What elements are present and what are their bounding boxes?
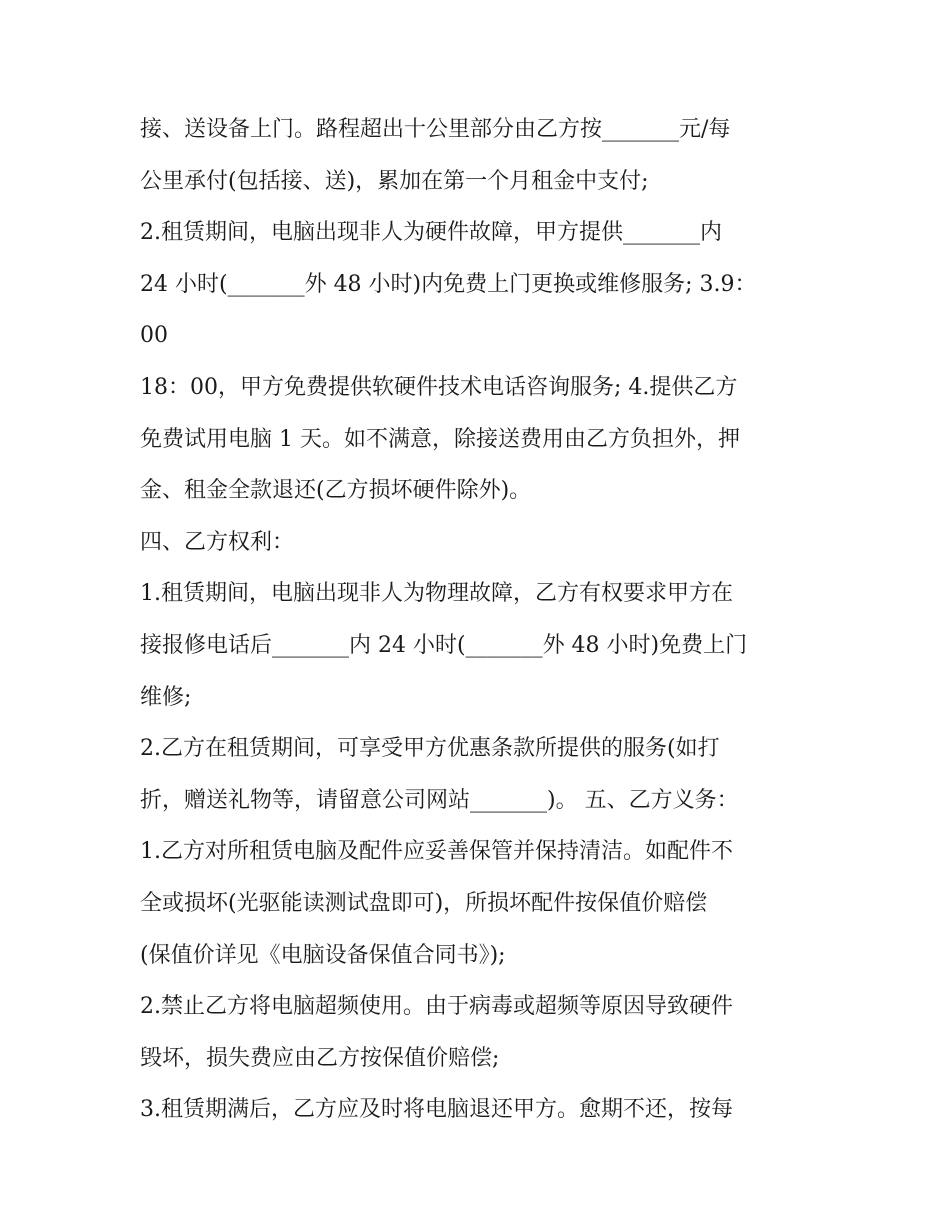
- text-line-18: 2.禁止乙方将电脑超频使用。由于病毒或超频等原因导致硬件: [140, 994, 733, 1020]
- text-line-19: 毁坏，损失费应由乙方按保值价赔偿;: [140, 1045, 500, 1071]
- text-line-17: (保值价详见《电脑设备保值合同书》);: [140, 942, 506, 968]
- text-line-5: 00: [140, 323, 168, 349]
- text-line-14: 折，赠送礼物等，请留意公司网站_______)。 五、乙方义务：: [140, 787, 739, 813]
- text-line-4: 24 小时(_______外 48 小时)内免费上门更换或维修服务; 3.9：: [140, 271, 757, 297]
- text-line-15: 1.乙方对所租赁电脑及配件应妥善保管并保持清洁。如配件不: [140, 839, 733, 865]
- text-line-20: 3.租赁期满后，乙方应及时将电脑退还甲方。愈期不还，按每: [140, 1097, 733, 1123]
- text-line-11: 接报修电话后_______内 24 小时(_______外 48 小时)免费上门: [140, 632, 748, 658]
- text-line-8: 金、租金全款退还(乙方损坏硬件除外)。: [140, 478, 532, 504]
- text-line-10: 1.租赁期间，电脑出现非人为物理故障，乙方有权要求甲方在: [140, 581, 733, 607]
- text-line-1: 接、送设备上门。路程超出十公里部分由乙方按_______元/每: [140, 117, 731, 142]
- text-line-13: 2.乙方在租赁期间，可享受甲方优惠条款所提供的服务(如打: [140, 736, 720, 762]
- document-body: [140, 104, 820, 1136]
- text-line-12: 维修;: [140, 684, 192, 710]
- text-line-2: 公里承付(包括接、送)，累加在第一个月租金中支付;: [140, 168, 649, 194]
- text-line-7: 免费试用电脑 1 天。如不满意，除接送费用由乙方负担外，押: [140, 426, 740, 452]
- text-line-16: 全或损坏(光驱能读测试盘即可)，所损坏配件按保值价赔偿: [140, 890, 708, 916]
- section-heading-party-b-rights: 四、乙方权利：: [140, 529, 295, 555]
- text-line-3: 2.租赁期间，电脑出现非人为硬件故障，甲方提供_______内: [140, 220, 722, 246]
- text-line-6: 18：00，甲方免费提供软硬件技术电话咨询服务; 4.提供乙方: [140, 374, 738, 400]
